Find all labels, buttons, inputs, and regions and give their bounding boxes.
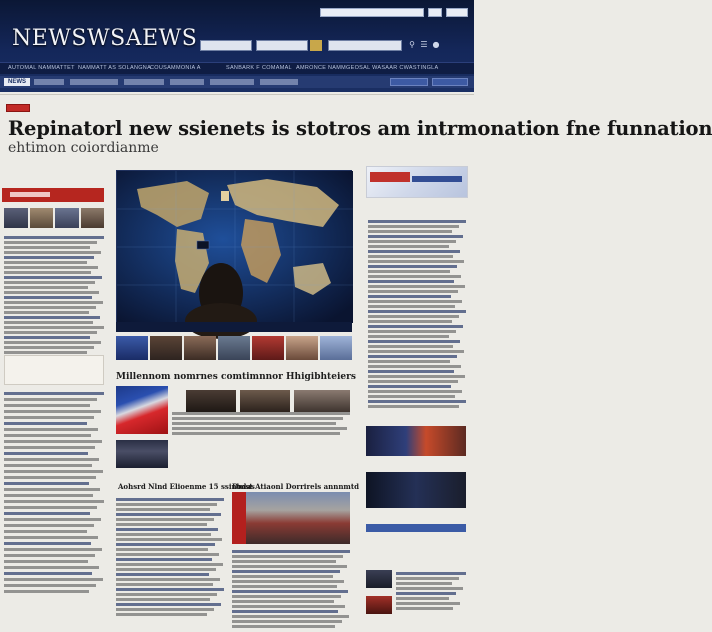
text-line: [4, 494, 93, 497]
text-line: [368, 235, 463, 238]
map-caption-bar: [116, 322, 352, 332]
nav-item[interactable]: NAMMATT AS SOLANGNA: [78, 65, 152, 71]
search-input[interactable]: [200, 40, 252, 51]
text-line: [368, 380, 458, 383]
text-line: [368, 385, 451, 388]
thumbnail[interactable]: [55, 208, 79, 228]
text-line: [4, 286, 88, 289]
text-line: [4, 524, 94, 527]
text-line: [4, 530, 87, 533]
thumbnail[interactable]: [81, 208, 105, 228]
text-line: [368, 245, 449, 248]
text-line: [232, 550, 350, 553]
text-line: [232, 610, 338, 613]
gallery-thumb[interactable]: [116, 336, 148, 360]
text-line: [232, 590, 348, 593]
search-button[interactable]: [310, 40, 322, 51]
text-line: [368, 400, 466, 403]
text-line: [172, 427, 347, 430]
text-line: [4, 476, 96, 479]
user-icon[interactable]: ●: [432, 40, 440, 49]
crowd-banner: [232, 492, 246, 544]
text-line: [232, 555, 343, 558]
text-line: [116, 593, 217, 596]
left-promo-box[interactable]: [4, 355, 104, 385]
text-line: [368, 370, 454, 373]
text-line: [116, 523, 207, 526]
text-line: [4, 542, 91, 545]
story-image[interactable]: [294, 390, 350, 412]
right-banner-ad[interactable]: [366, 166, 468, 198]
ad-blue-block: [412, 176, 462, 182]
text-line: [116, 603, 221, 606]
text-line: [116, 533, 211, 536]
utility-link[interactable]: [446, 8, 468, 17]
text-line: [232, 625, 335, 628]
text-line: [4, 488, 100, 491]
text-line: [4, 446, 95, 449]
text-line: [232, 585, 337, 588]
left-thumb-row: [4, 208, 104, 228]
gallery-thumb[interactable]: [320, 336, 352, 360]
text-line: [4, 241, 97, 244]
text-line: [4, 572, 92, 575]
people-image[interactable]: [116, 440, 168, 468]
thumbnail[interactable]: [4, 208, 28, 228]
subscribe-button[interactable]: [390, 78, 428, 86]
text-line: [116, 543, 215, 546]
text-line: [232, 605, 345, 608]
gallery-strip: [116, 336, 352, 360]
text-line: [232, 580, 344, 583]
hero-map-image[interactable]: [116, 170, 352, 322]
text-line: [116, 608, 214, 611]
text-line: [116, 573, 209, 576]
text-line: [4, 392, 104, 395]
divider: [0, 94, 474, 95]
login-button[interactable]: [432, 78, 468, 86]
text-line: [232, 620, 342, 623]
text-line: [368, 360, 450, 363]
text-line: [116, 578, 220, 581]
text-line: [4, 281, 95, 284]
search-input[interactable]: [256, 40, 308, 51]
text-line: [116, 568, 216, 571]
text-line: [368, 345, 453, 348]
ad-red-block: [370, 172, 410, 182]
text-line: [4, 458, 99, 461]
text-line: [116, 498, 224, 501]
text-line: [4, 346, 94, 349]
text-line: [116, 598, 210, 601]
text-line: [4, 548, 102, 551]
nav-item[interactable]: AUTOMAL NAMMATTET: [8, 65, 75, 71]
text-line: [368, 305, 455, 308]
text-line: [116, 513, 221, 516]
text-line: [4, 536, 98, 539]
text-line: [368, 260, 464, 263]
text-line: [368, 320, 452, 323]
text-line: [368, 265, 457, 268]
text-line: [4, 291, 99, 294]
gallery-thumb[interactable]: [218, 336, 250, 360]
text-line: [4, 336, 90, 339]
text-line: [4, 410, 101, 413]
text-line: [116, 553, 219, 556]
text-line: [4, 578, 103, 581]
text-line: [368, 315, 459, 318]
text-line: [368, 405, 459, 408]
text-line: [4, 404, 90, 407]
text-line: [368, 395, 455, 398]
section-link[interactable]: [170, 79, 204, 85]
nav-item[interactable]: COUSAMMONIA A: [150, 65, 201, 71]
crowd-image[interactable]: [232, 492, 350, 544]
text-line: [396, 592, 456, 595]
text-line: [368, 390, 462, 393]
column-title[interactable]: Dmst Atiaonl Dorrirels annnmtd: [232, 482, 359, 491]
text-line: [368, 365, 461, 368]
text-line: [116, 518, 214, 521]
gallery-thumb[interactable]: [286, 336, 318, 360]
nav-item[interactable]: SANBARK F: [226, 65, 260, 71]
text-line: [116, 538, 222, 541]
thumbnail[interactable]: [30, 208, 54, 228]
text-line: [4, 416, 94, 419]
text-line: [116, 563, 223, 566]
text-line: [4, 434, 91, 437]
text-line: [232, 575, 333, 578]
text-line: [4, 464, 92, 467]
text-line: [368, 220, 466, 223]
text-line: [232, 600, 334, 603]
gallery-thumb[interactable]: [150, 336, 182, 360]
search-input[interactable]: [328, 40, 402, 51]
thumbnail[interactable]: [366, 596, 392, 614]
text-line: [4, 506, 97, 509]
text-line: [4, 351, 87, 354]
text-line: [396, 582, 452, 585]
gallery-thumb[interactable]: [184, 336, 216, 360]
text-line: [4, 296, 92, 299]
text-line: [4, 341, 101, 344]
text-line: [232, 595, 341, 598]
text-line: [396, 597, 449, 600]
page-subtitle: ehtimon coiordianme: [8, 140, 159, 156]
text-line: [396, 587, 463, 590]
left-section-header: [2, 188, 104, 202]
text-line: [4, 326, 104, 329]
text-line: [172, 432, 340, 435]
section-link[interactable]: [34, 79, 64, 85]
thumbnail[interactable]: [366, 570, 392, 588]
section-link[interactable]: [124, 79, 164, 85]
video-thumb[interactable]: [366, 472, 466, 508]
text-line: [4, 306, 96, 309]
text-line: [116, 503, 217, 506]
text-line: [396, 577, 459, 580]
text-line: [4, 500, 104, 503]
text-line: [116, 508, 210, 511]
text-line: [368, 240, 456, 243]
text-line: [368, 330, 456, 333]
text-line: [232, 560, 336, 563]
text-line: [4, 440, 102, 443]
text-line: [116, 558, 212, 561]
more-button[interactable]: [366, 524, 466, 532]
text-line: [4, 266, 98, 269]
flag-image[interactable]: [116, 386, 168, 434]
text-line: [4, 256, 94, 259]
gallery-thumb[interactable]: [252, 336, 284, 360]
text-line: [4, 428, 98, 431]
text-line: [116, 613, 207, 616]
text-line: [368, 325, 463, 328]
text-line: [4, 251, 101, 254]
section-link[interactable]: [210, 79, 254, 85]
text-line: [368, 230, 452, 233]
text-line: [4, 311, 89, 314]
text-line: [4, 246, 90, 249]
text-line: [4, 261, 87, 264]
text-line: [232, 615, 349, 618]
text-line: [368, 375, 465, 378]
text-line: [368, 250, 460, 253]
column-title[interactable]: Aohsrd Nlnd Elioenme 15 ssinbdas: [118, 482, 255, 491]
text-line: [4, 301, 103, 304]
site-logo[interactable]: NEWSWSAEWS: [12, 26, 198, 51]
world-map-graphic: [117, 171, 353, 323]
video-thumb[interactable]: [366, 426, 466, 456]
text-line: [116, 583, 213, 586]
text-line: [232, 565, 347, 568]
menu-icon[interactable]: ☰: [420, 40, 428, 49]
text-line: [368, 340, 460, 343]
text-line: [4, 316, 100, 319]
breaking-badge: [6, 104, 30, 112]
text-line: [368, 350, 464, 353]
text-line: [368, 300, 462, 303]
section-header-label: [10, 192, 50, 197]
text-line: [4, 470, 103, 473]
story-image[interactable]: [240, 390, 290, 412]
text-line: [4, 512, 90, 515]
section-link[interactable]: [70, 79, 118, 85]
text-line: [4, 590, 89, 593]
main-nav: [0, 62, 474, 74]
text-line: [116, 588, 224, 591]
text-line: [368, 280, 454, 283]
search-icon[interactable]: ⚲: [409, 40, 415, 49]
text-line: [368, 295, 451, 298]
text-line: [4, 554, 95, 557]
text-line: [4, 422, 87, 425]
section-link[interactable]: [260, 79, 298, 85]
text-line: [4, 482, 89, 485]
text-line: [4, 560, 88, 563]
text-line: [172, 417, 343, 420]
text-line: [396, 602, 460, 605]
text-line: [368, 310, 466, 313]
top-search-input[interactable]: [320, 8, 424, 17]
text-line: [116, 528, 218, 531]
utility-link[interactable]: [428, 8, 442, 17]
text-line: [4, 236, 104, 239]
text-line: [368, 290, 458, 293]
masthead: [0, 0, 474, 92]
text-line: [4, 398, 97, 401]
text-line: [4, 566, 99, 569]
text-line: [368, 225, 459, 228]
text-line: [116, 548, 208, 551]
nav-item[interactable]: AMRONCE NAMMGEOSAL WASAAR CWASTINGLA: [296, 65, 439, 71]
text-line: [368, 355, 457, 358]
text-line: [4, 518, 101, 521]
text-line: [368, 335, 449, 338]
text-line: [4, 452, 88, 455]
nav-item[interactable]: COMAMAL: [262, 65, 292, 71]
page-title: Repinatorl new ssienets is stotros am intrmonation fne funnation: [8, 117, 712, 140]
text-line: [172, 422, 336, 425]
text-line: [4, 331, 97, 334]
text-line: [368, 255, 453, 258]
section-title: Millennom nomrnes comtimnnor Hhigibhteiers: [116, 372, 356, 382]
text-line: [368, 270, 450, 273]
text-line: [4, 276, 102, 279]
section-bar: [0, 76, 474, 88]
text-line: [368, 285, 465, 288]
story-image[interactable]: [186, 390, 236, 412]
text-line: [368, 275, 461, 278]
text-line: [396, 607, 453, 610]
text-line: [4, 584, 96, 587]
text-line: [4, 321, 93, 324]
text-line: [4, 271, 91, 274]
text-line: [396, 572, 466, 575]
section-logo[interactable]: NEWS: [4, 78, 30, 86]
text-line: [232, 570, 340, 573]
text-line: [172, 412, 350, 415]
